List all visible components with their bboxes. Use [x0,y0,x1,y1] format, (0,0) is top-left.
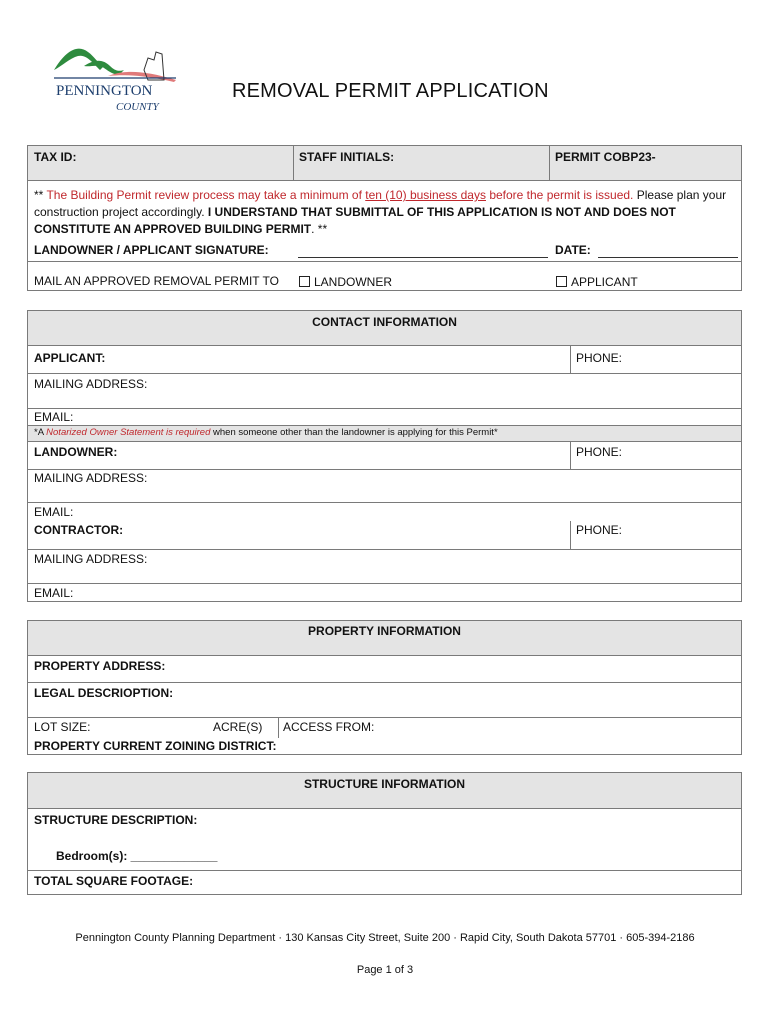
applicant-label: APPLICANT: [34,351,106,365]
applicant-row [28,345,741,373]
property-title: PROPERTY INFORMATION [308,624,461,638]
legal-description-row [28,682,741,717]
acres-label: ACRE(S) [213,720,263,734]
footer-address: Pennington County Planning Department · 130 Kansas City Street, Suite 200 · Rapid City, South Dakota 57701 · 605-394-2186 [75,932,695,944]
tax-id-label: TAX ID: [34,150,77,164]
logo-text-2: COUNTY [116,101,159,113]
logo-text-1: PENNINGTON [56,83,153,99]
notarized-note: *A Notarized Owner Statement is required when someone other than the landowner is applying for this Permit* [34,427,498,438]
applicant-mailing-label: MAILING ADDRESS: [34,377,148,391]
property-address-row [28,655,741,682]
landowner-row [28,441,741,469]
date-field[interactable] [598,257,738,258]
structure-section [27,772,742,895]
contractor-email-label: EMAIL: [34,586,74,600]
structure-description-label: STRUCTURE DESCRIPTION: [34,813,198,827]
contact-section [27,310,742,602]
applicant-checkbox[interactable] [556,276,567,287]
notarized-note-row [28,425,741,441]
landowner-mailing-row [28,469,741,502]
permit-number-label: PERMIT COBP23- [555,150,656,164]
landowner-checkbox[interactable] [299,276,310,287]
zoning-label: PROPERTY CURRENT ZOINING DISTRICT: [34,739,277,753]
signature-field[interactable] [298,257,548,258]
page-title: REMOVAL PERMIT APPLICATION [232,80,549,102]
contractor-mailing-row [28,549,741,583]
applicant-mailing-row [28,373,741,408]
landowner-mailing-label: MAILING ADDRESS: [34,471,148,485]
applicant-phone-label: PHONE: [576,351,623,365]
contact-title: CONTACT INFORMATION [312,315,457,329]
staff-initials-label: STAFF INITIALS: [299,150,395,164]
mail-permit-label: MAIL AN APPROVED REMOVAL PERMIT TO [34,274,279,288]
permit-top-section [27,145,742,291]
signature-label: LANDOWNER / APPLICANT SIGNATURE: [34,243,269,257]
contractor-email-row [28,583,741,603]
contractor-mailing-label: MAILING ADDRESS: [34,552,148,566]
bedrooms-label: Bedroom(s): _____________ [56,849,218,863]
contractor-phone-label: PHONE: [576,523,623,537]
review-notice: ** The Building Permit review process may take a minimum of ten (10) business days before the permit is issued. Please plan your construction project accordingly. I UNDERSTAND THAT SUBMITTAL OF THIS APPLICATION IS NOT AND DOES NOT CONSTITUTE AN APPROVED BUILDING PERMIT. ** [34,188,727,236]
landowner-email-label: EMAIL: [34,505,74,519]
id-row [28,146,741,180]
access-from-label: ACCESS FROM: [283,720,375,734]
lot-size-row [28,717,741,737]
mountain-logo-icon [48,40,183,120]
notice-row [28,180,741,292]
contractor-row [28,521,741,549]
zoning-row [28,737,741,756]
applicant-email-label: EMAIL: [34,410,74,424]
structure-title: STRUCTURE INFORMATION [303,777,466,791]
date-label: DATE: [555,243,591,257]
landowner-label: LANDOWNER: [34,445,118,459]
structure-description-row [28,808,741,870]
landowner-option[interactable]: LANDOWNER [299,275,392,289]
page-number: Page 1 of 3 [356,964,414,976]
property-address-label: PROPERTY ADDRESS: [34,659,166,673]
applicant-email-row [28,408,741,425]
applicant-option[interactable]: APPLICANT [556,275,638,289]
property-section [27,620,742,755]
contractor-label: CONTRACTOR: [34,523,124,537]
legal-description-label: LEGAL DESCRIOPTION: [34,686,174,700]
square-footage-row [28,870,741,896]
county-logo [48,40,183,120]
landowner-email-row [28,502,741,521]
square-footage-label: TOTAL SQUARE FOOTAGE: [34,874,194,888]
landowner-phone-label: PHONE: [576,445,623,459]
lot-size-label: LOT SIZE: [34,720,91,734]
